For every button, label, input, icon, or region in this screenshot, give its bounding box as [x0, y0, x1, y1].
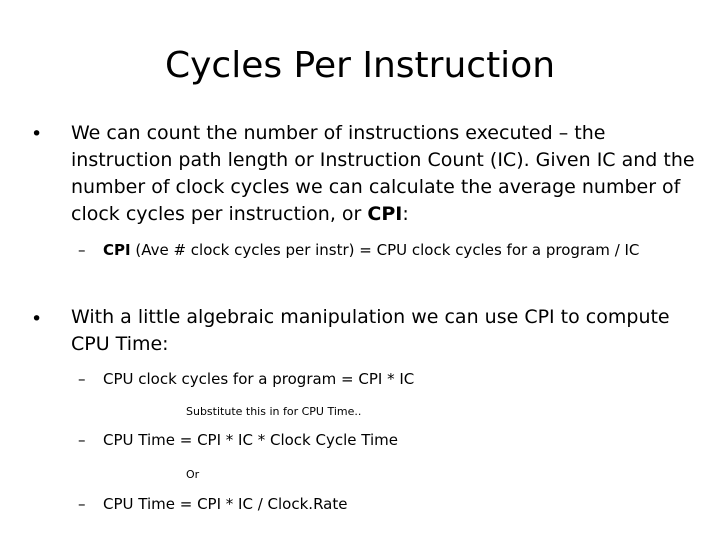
sub-bullet-1-rest: (Ave # clock cycles per instr) = CPU clock cycles for a program / IC: [130, 241, 640, 259]
sub-bullet-marker: –: [78, 241, 86, 259]
sub-bullet-2-text: CPU clock cycles for a program = CPI * IC: [103, 370, 415, 388]
bullet-2-text: With a little algebraic manipulation we can use CPI to compute CPU Time:: [71, 306, 670, 355]
bullet-marker: •: [31, 123, 43, 145]
slide-title: Cycles Per Instruction: [164, 45, 556, 86]
sub-bullet-3-text: CPU Time = CPI * IC * Clock Cycle Time: [103, 431, 398, 449]
sub-bullet-marker: –: [78, 370, 86, 388]
note-substitute: Substitute this in for CPU Time..: [186, 405, 362, 418]
bullet-1-bold-term: CPI: [367, 203, 403, 225]
bullet-1-text-before: We can count the number of instructions executed – the instruction path length or Instruction Count (IC). Given IC and the number of clock cycles we can calculate the average number of clock cycles per instruction, or: [71, 122, 695, 225]
sub-bullet-marker: –: [78, 495, 86, 513]
bullet-marker: •: [31, 308, 43, 330]
sub-bullet-4-text: CPU Time = CPI * IC / Clock.Rate: [103, 495, 348, 513]
note-or: Or: [186, 468, 200, 481]
sub-bullet-1-bold-term: CPI: [103, 241, 131, 259]
bullet-1-text-after: :: [402, 203, 409, 225]
sub-bullet-1-text: [103, 240, 639, 260]
sub-bullet-marker: –: [78, 431, 86, 449]
bullet-1-text: [71, 120, 701, 228]
